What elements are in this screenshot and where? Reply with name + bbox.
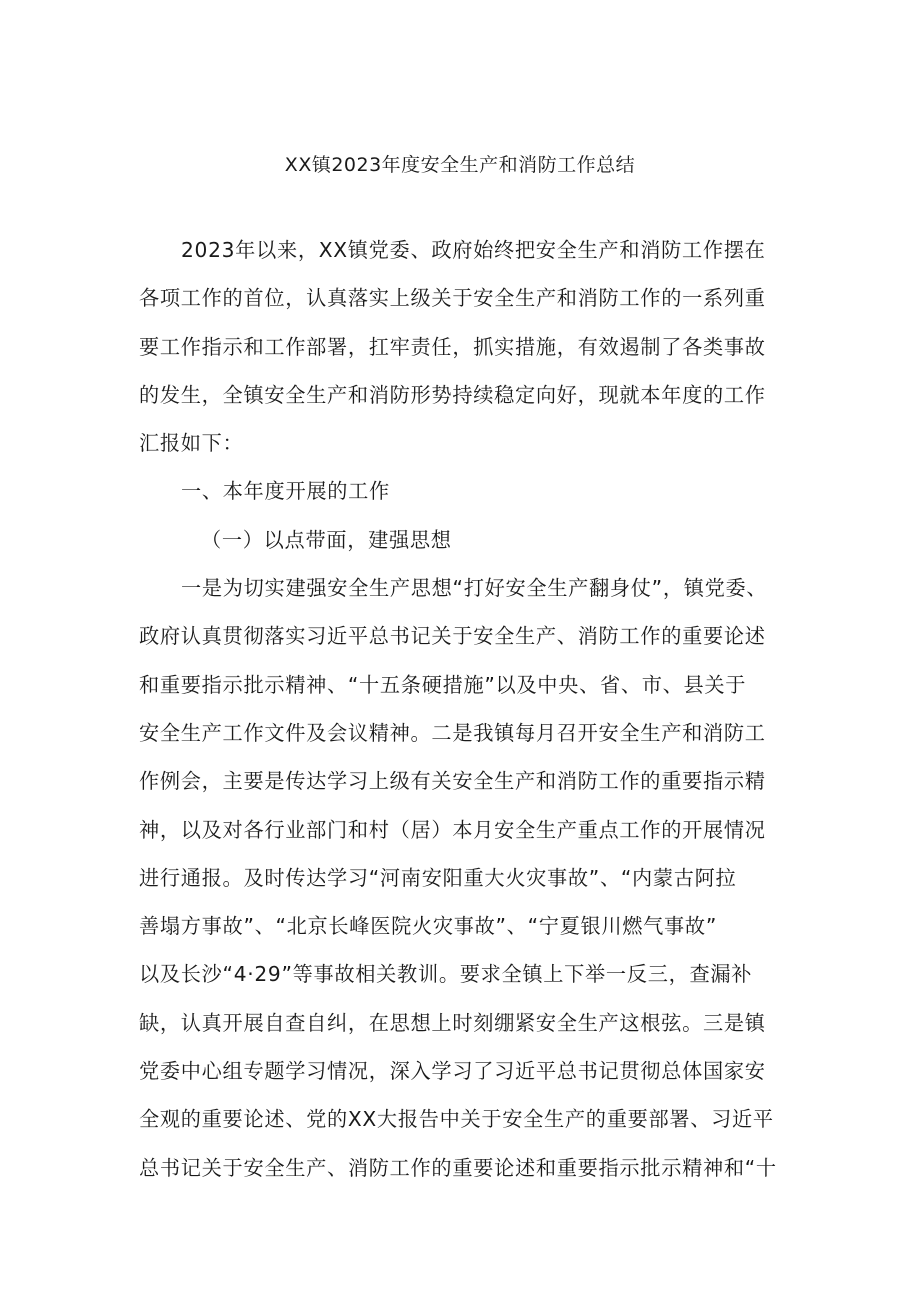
paragraph-line: 神，以及对各行业部门和村（居）本月安全生产重点工作的开展情况 [139, 817, 766, 842]
paragraph-line: 以及长沙“4·29”等事故相关教训。要求全镇上下举一反三，查漏补 [139, 962, 753, 987]
paragraph-line: 全观的重要论述、党的XX大报告中关于安全生产的重要部署、习近平 [139, 1107, 774, 1132]
paragraph-line: 的发生，全镇安全生产和消防形势持续稳定向好，现就本年度的工作 [139, 382, 766, 407]
document-title: XX镇2023年度安全生产和消防工作总结 [284, 154, 636, 176]
paragraph-line: 缺，认真开展自查自纠，在思想上时刻绷紧安全生产这根弦。三是镇 [139, 1010, 766, 1035]
paragraph-line: 善塌方事故”、“北京长峰医院火灾事故”、“宁夏银川燃气事故” [139, 914, 717, 939]
paragraph-line: 和重要指示批示精神、“十五条硬措施”以及中央、省、市、县关于 [139, 672, 747, 697]
paragraph-line: 汇报如下： [139, 431, 244, 456]
subsection-heading: （一）以点带面，建强思想 [201, 527, 452, 552]
paragraph-line: 要工作指示和工作部署，扛牢责任，抓实措施，有效遏制了各类事故 [139, 334, 766, 359]
paragraph-line: 政府认真贯彻落实习近平总书记关于安全生产、消防工作的重要论述 [139, 624, 766, 649]
paragraph-line: 作例会，主要是传达学习上级有关安全生产和消防工作的重要指示精 [139, 769, 766, 794]
paragraph-line: 党委中心组专题学习情况，深入学习了习近平总书记贯彻总体国家安 [139, 1059, 766, 1084]
paragraph-line: 总书记关于安全生产、消防工作的重要论述和重要指示批示精神和“十 [139, 1155, 777, 1180]
document-body [139, 226, 799, 1192]
paragraph-line: 各项工作的首位，认真落实上级关于安全生产和消防工作的一系列重 [139, 286, 766, 311]
paragraph-line: 安全生产工作文件及会议精神。二是我镇每月召开安全生产和消防工 [139, 720, 766, 745]
paragraph-line: 一是为切实建强安全生产思想“打好安全生产翻身仗”，镇党委、 [181, 576, 768, 601]
paragraph-line: 2023年以来，XX镇党委、政府始终把安全生产和消防工作摆在 [181, 238, 766, 262]
section-heading: 一、本年度开展的工作 [181, 479, 390, 504]
paragraph-line: 进行通报。及时传达学习“河南安阳重大火灾事故”、“内蒙古阿拉 [139, 865, 737, 890]
